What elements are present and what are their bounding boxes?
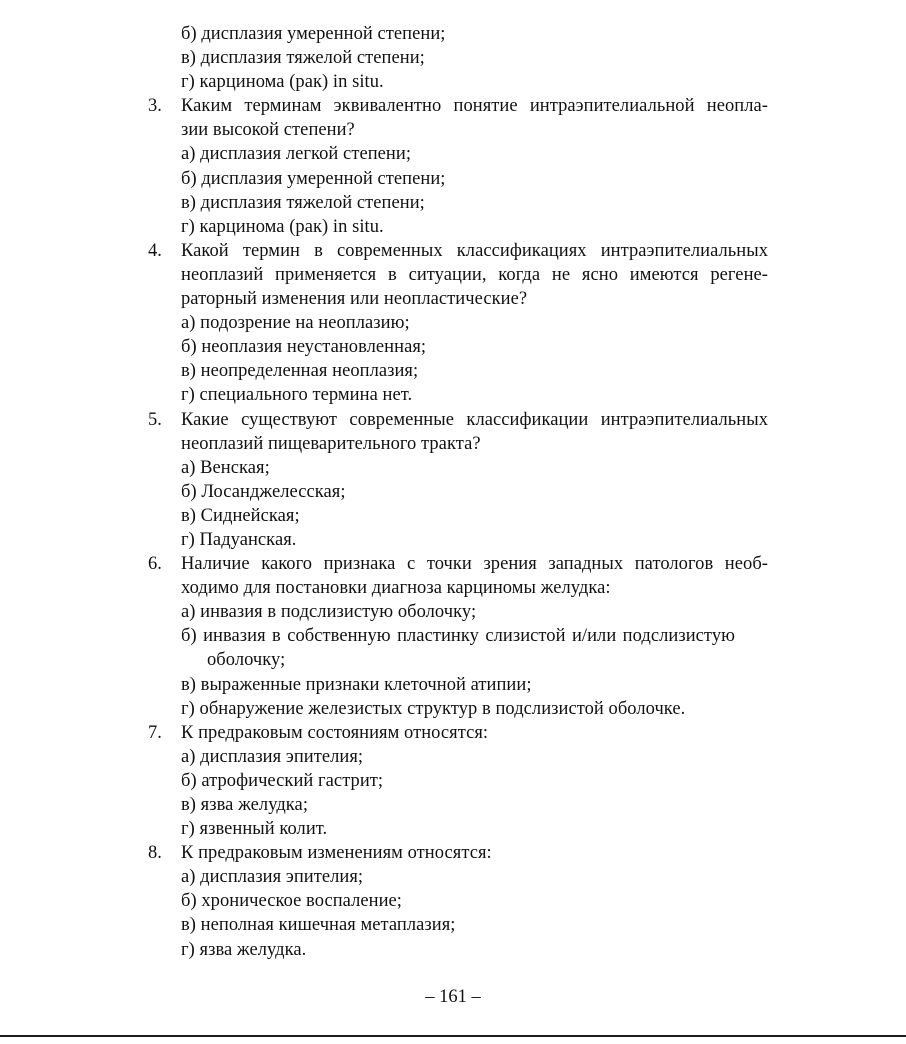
question-7-line-1 bbox=[148, 721, 768, 745]
question-text: Наличие какого признака с точки зрения западных патологов необ- bbox=[181, 554, 768, 575]
option-item: б) атрофический гастрит; bbox=[181, 770, 384, 791]
option-item: в) дисплазия тяжелой степени; bbox=[181, 192, 425, 213]
option-item: в) выраженные признаки клеточной атипии; bbox=[181, 674, 532, 695]
question-text: Каким терминам эквивалентно понятие интраэпителиальной неопла- bbox=[181, 96, 768, 117]
option-item: а) дисплазия эпителия; bbox=[181, 867, 364, 888]
question-text-part: неоплазий применяется в ситуации, когда не ясно имеются регене- bbox=[181, 264, 768, 285]
option-item: г) специального термина нет. bbox=[181, 385, 413, 406]
option-item: б) Лосанджелесская; bbox=[181, 481, 346, 502]
option-item: г) карцинома (рак) in situ. bbox=[181, 216, 384, 237]
option-item: г) карцинома (рак) in situ. bbox=[181, 72, 384, 93]
option-item: в) Сиднейская; bbox=[181, 505, 300, 526]
option-item: а) Венская; bbox=[181, 457, 270, 478]
option-item: б) дисплазия умеренной степени; bbox=[181, 24, 446, 44]
question-5-line-1 bbox=[148, 408, 768, 432]
question-number: 6. bbox=[148, 554, 162, 575]
option-item: а) инвазия в подслизистую оболочку; bbox=[181, 602, 477, 623]
question-number: 8. bbox=[148, 843, 162, 864]
option-item: а) дисплазия легкой степени; bbox=[181, 144, 412, 165]
option-item-continued: оболочку; bbox=[207, 650, 286, 671]
option-item: а) дисплазия эпителия; bbox=[181, 746, 364, 767]
option-item: а) подозрение на неоплазию; bbox=[181, 313, 410, 334]
question-text: Какие существуют современные классификации интраэпителиальных bbox=[181, 409, 768, 430]
question-text: раторный изменения или неопластические? bbox=[181, 289, 528, 310]
question-4-line-1 bbox=[148, 239, 768, 263]
question-text: ходимо для постановки диагноза карциномы желудка: bbox=[181, 578, 611, 599]
option-item: в) неполная кишечная метаплазия; bbox=[181, 915, 456, 936]
option-item: г) обнаружение железистых структур в подслизистой оболочке. bbox=[181, 698, 686, 719]
question-text: Какой термин в современных классификациях интраэпителиальных bbox=[181, 240, 768, 261]
option-item: г) язвенный колит. bbox=[181, 819, 328, 840]
question-number: 5. bbox=[148, 409, 162, 430]
question-6-line-1 bbox=[148, 552, 768, 576]
question-number: 4. bbox=[148, 240, 162, 261]
option-text: б) инвазия в собственную пластинку слизистой и/или подслизистую bbox=[181, 626, 735, 647]
question-text bbox=[148, 263, 768, 287]
option-item: в) язва желудка; bbox=[181, 795, 309, 815]
question-3-line-1 bbox=[148, 94, 768, 118]
page-number: – 161 – bbox=[425, 987, 481, 1007]
question-number: 7. bbox=[148, 722, 162, 743]
option-item: б) неоплазия неустановленная; bbox=[181, 337, 427, 358]
question-text: зии высокой степени? bbox=[181, 120, 355, 141]
option-item: б) хроническое воспаление; bbox=[181, 891, 402, 912]
question-text: неоплазий пищеварительного тракта? bbox=[181, 433, 481, 454]
question-text: К предраковым изменениям относятся: bbox=[181, 843, 492, 864]
question-list bbox=[148, 22, 768, 962]
option-item: б) дисплазия умеренной степени; bbox=[181, 168, 446, 189]
option-item: в) неопределенная неоплазия; bbox=[181, 361, 419, 382]
option-item: г) Падуанская. bbox=[181, 529, 297, 550]
question-number: 3. bbox=[148, 96, 162, 117]
bottom-divider bbox=[0, 1035, 906, 1037]
option-item: в) дисплазия тяжелой степени; bbox=[181, 48, 425, 69]
question-8-line-1 bbox=[148, 841, 768, 865]
option-item bbox=[148, 624, 768, 648]
question-text: К предраковым состояниям относятся: bbox=[181, 722, 489, 743]
option-item: г) язва желудка. bbox=[181, 939, 307, 960]
